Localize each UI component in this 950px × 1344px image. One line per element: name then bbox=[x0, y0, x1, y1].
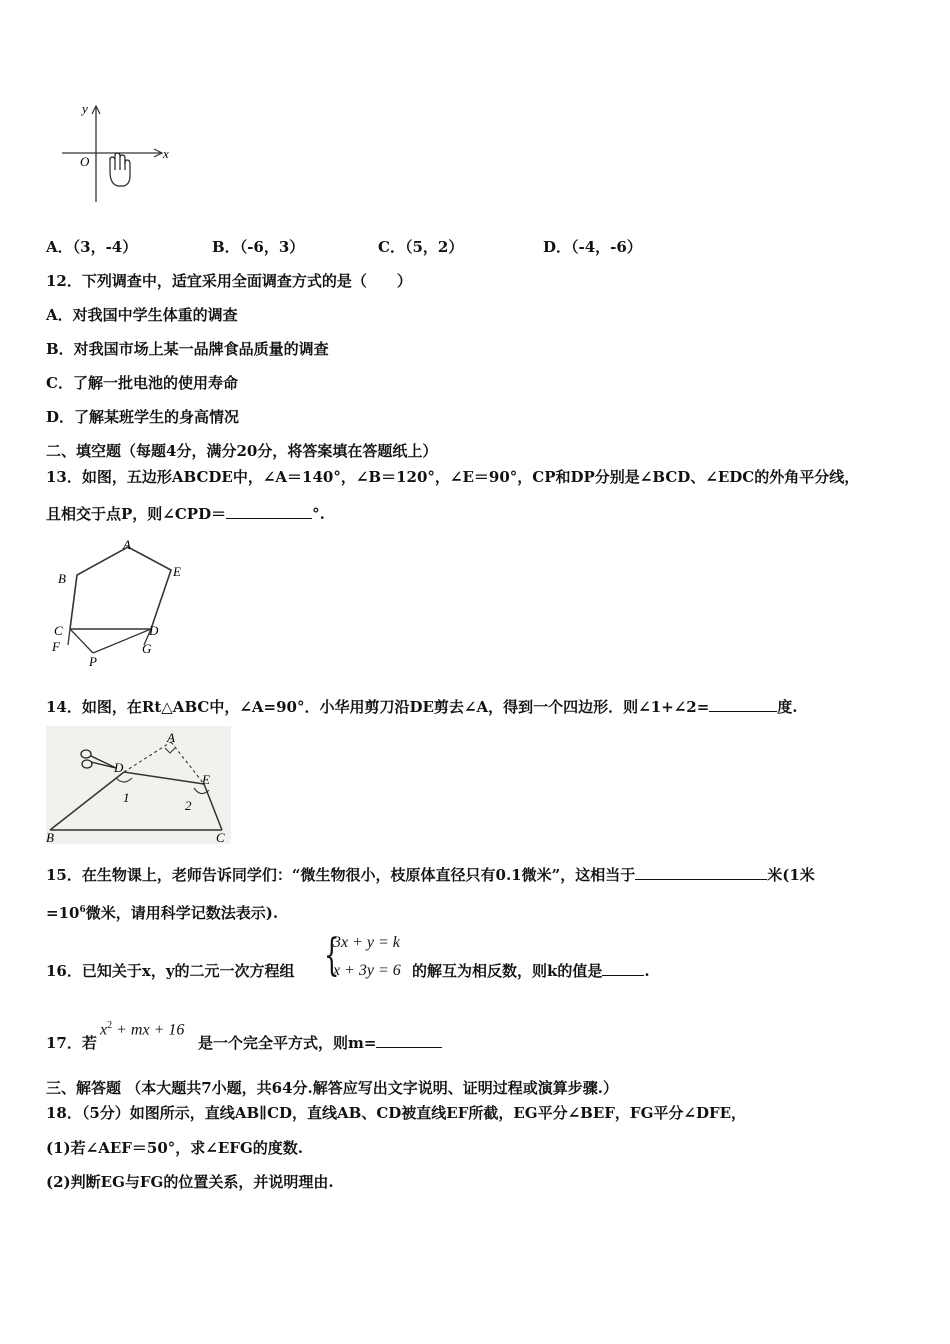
q13-label-p: P bbox=[89, 654, 97, 669]
q11-option-b: B．（-6，3） bbox=[212, 238, 305, 256]
q17-expression: $x^2$ + mx + 16 bbox=[100, 1020, 185, 1039]
q12-option-d: D．了解某班学生的身高情况 bbox=[46, 408, 240, 426]
q16-equation-1: 3x + y = k bbox=[333, 934, 400, 951]
q16-system-brace: { bbox=[324, 930, 340, 981]
q11-option-a: A．（3，-4） bbox=[46, 238, 138, 256]
q13-label-f: F bbox=[52, 639, 60, 654]
q12-stem: 12．下列调查中，适宜采用全面调查方式的是（ ） bbox=[46, 272, 412, 290]
q13-line1: 13．如图，五边形ABCDE中，∠A＝140°，∠B＝120°，∠E＝90°，CP和DP分别是∠BCD、∠EDC的外角平分线， bbox=[46, 468, 860, 486]
q14-label-a: A bbox=[167, 730, 175, 745]
q14-label-e: E bbox=[202, 772, 210, 787]
q16-pre: 16．已知关于x，y的二元一次方程组 bbox=[46, 962, 295, 980]
q14-answer-blank[interactable] bbox=[709, 697, 777, 712]
q11-option-c: C．（5，2） bbox=[378, 238, 464, 256]
q13-label-e: E bbox=[173, 564, 181, 579]
q18-stem: 18．（5分）如图所示，直线AB∥CD，直线AB、CD被直线EF所截，EG平分∠BEF，FG平分∠DFE， bbox=[46, 1104, 747, 1122]
q16-post: 的解互为相反数，则k的值是 . bbox=[412, 962, 650, 980]
q11-coordinate-figure bbox=[58, 98, 178, 208]
q18-part2: (2)判断EG与FG的位置关系，并说明理由. bbox=[46, 1173, 334, 1191]
q13-line2: 且相交于点P，则∠CPD＝ °. bbox=[46, 505, 325, 523]
q18-part1: (1)若∠AEF＝50°，求∠EFG的度数. bbox=[46, 1139, 303, 1157]
section-2-title: 二、填空题（每题4分，满分20分，将答案填在答题纸上） bbox=[46, 442, 438, 460]
q17-post: 是一个完全平方式，则m= bbox=[198, 1032, 442, 1053]
section-3-title: 三、解答题 （本大题共7小题，共64分.解答应写出文字说明、证明过程或演算步骤.） bbox=[46, 1079, 618, 1097]
q11-option-d: D．（-4，-6） bbox=[543, 238, 642, 256]
q14-label-b: B bbox=[46, 830, 54, 844]
q15-line2: $=10^6$微米，请用科学记数法表示). bbox=[46, 904, 279, 922]
x-axis-label: x bbox=[163, 146, 169, 161]
origin-label: O bbox=[80, 154, 90, 169]
q14-triangle-figure bbox=[46, 726, 231, 844]
q15-answer-blank[interactable] bbox=[635, 865, 767, 880]
q17-answer-blank[interactable] bbox=[376, 1033, 442, 1048]
q12-option-b: B．对我国市场上某一品牌食品质量的调查 bbox=[46, 340, 329, 358]
q13-label-a: A bbox=[123, 537, 131, 552]
q16-answer-blank[interactable] bbox=[602, 961, 644, 976]
q12-option-a: A．对我国中学生体重的调查 bbox=[46, 306, 238, 324]
q13-pentagon-figure bbox=[46, 535, 196, 670]
q14-label-c: C bbox=[216, 830, 225, 844]
q17-pre: 17．若 bbox=[46, 1034, 97, 1052]
q12-option-c: C．了解一批电池的使用寿命 bbox=[46, 374, 238, 392]
q14-label-1: 1 bbox=[123, 790, 130, 805]
hand-icon bbox=[110, 153, 130, 186]
q14-text: 14．如图，在Rt△ABC中，∠A=90°．小华用剪刀沿DE剪去∠A，得到一个四边形．则∠1+∠2= 度. bbox=[46, 698, 798, 716]
q13-label-b: B bbox=[58, 571, 66, 586]
q13-label-c: C bbox=[54, 623, 63, 638]
q13-label-g: G bbox=[142, 641, 152, 656]
q14-label-d: D bbox=[114, 760, 124, 775]
y-axis-label: y bbox=[82, 101, 88, 116]
q13-label-d: D bbox=[149, 623, 159, 638]
q14-label-2: 2 bbox=[185, 798, 192, 813]
q13-answer-blank[interactable] bbox=[226, 504, 312, 519]
q16-equation-2: x + 3y = 6 bbox=[333, 962, 401, 979]
q15-line1: 15．在生物课上，老师告诉同学们：“微生物很小，枝原体直径只有0.1微米”，这相当于 米(1米 bbox=[46, 866, 815, 884]
